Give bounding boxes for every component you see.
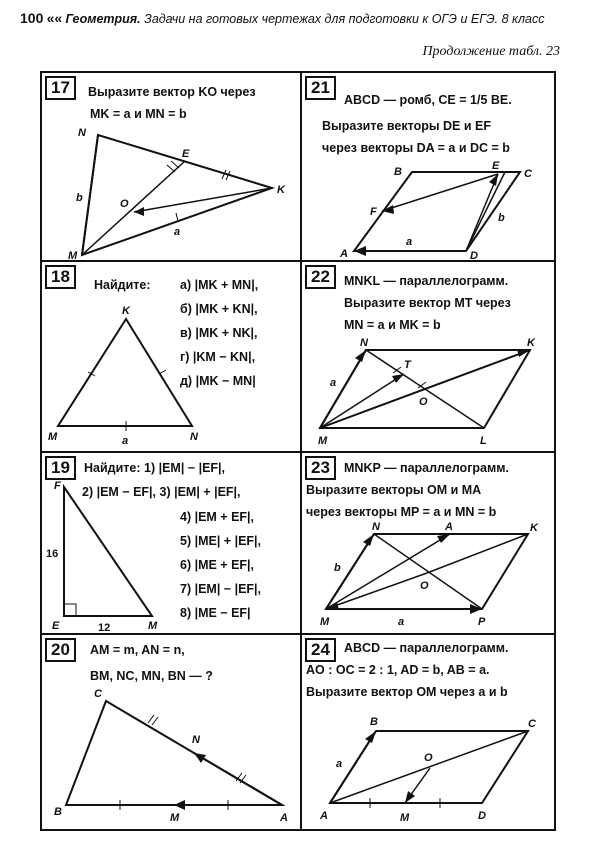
task-item: в) |MK + NK|, — [180, 326, 258, 340]
page-header — [20, 10, 580, 27]
task-17 — [42, 73, 300, 260]
vector-label: a — [398, 616, 405, 628]
triangle-figure — [42, 262, 300, 451]
point-label: N — [372, 521, 380, 533]
task-text: Выразите вектор OM через a и b — [306, 685, 508, 699]
point-label: T — [404, 359, 411, 371]
vector-label: b — [76, 192, 83, 204]
point-label: A — [445, 521, 453, 533]
triangle-figure — [42, 73, 300, 260]
point-label: M — [400, 812, 410, 824]
point-label: M — [68, 250, 78, 262]
task-item: 4) |EM + EF|, — [180, 510, 255, 524]
point-label: N — [190, 431, 198, 443]
side-length: 12 — [98, 622, 111, 634]
task-item: б) |MK + KN|, — [180, 302, 258, 316]
task-text: AM = m, AN = n, — [90, 643, 185, 657]
task-text: Выразите вектор KO через — [88, 85, 256, 99]
task-item: 5) |ME| + |EF|, — [180, 534, 262, 548]
task-23 — [302, 453, 558, 633]
task-text: Выразите векторы OM и MA — [306, 483, 482, 497]
task-text: ABCD — параллелограмм. — [344, 641, 509, 655]
task-text: через векторы MP = a и MN = b — [306, 505, 497, 519]
task-text: Найдите: — [94, 278, 151, 292]
point-label: M — [170, 812, 180, 824]
rhombus-figure — [302, 73, 558, 260]
task-21 — [302, 73, 558, 260]
task-item: д) |MK − MN| — [180, 374, 256, 388]
point-label: E — [492, 160, 500, 172]
vector-label: a — [174, 226, 181, 238]
triangle-figure — [42, 635, 300, 831]
task-text: MNKL — параллелограмм. — [344, 274, 509, 288]
side-label: a — [122, 435, 129, 447]
task-20 — [42, 635, 300, 831]
point-label: B — [54, 806, 62, 818]
point-label: P — [478, 616, 486, 628]
task-number: 20 — [45, 638, 76, 662]
point-label: D — [478, 810, 486, 822]
task-item: 8) |ME − EF| — [180, 606, 251, 620]
point-label: B — [394, 166, 402, 178]
vector-label: a — [330, 377, 337, 389]
task-text: ABCD — ромб, CE = 1/5 BE. — [344, 93, 512, 107]
continuation-label: Продолжение табл. 23 — [422, 44, 560, 59]
point-label: M — [318, 435, 328, 447]
task-22 — [302, 262, 558, 451]
point-label: A — [320, 810, 328, 822]
task-text: через векторы DA = a и DC = b — [322, 141, 510, 155]
task-number: 24 — [305, 638, 336, 662]
point-label: A — [280, 812, 288, 824]
task-24 — [302, 635, 558, 831]
point-label: B — [370, 716, 378, 728]
point-label: L — [480, 435, 487, 447]
parallelogram-figure — [302, 262, 558, 451]
task-item: 6) |ME + EF|, — [180, 558, 255, 572]
task-number: 22 — [305, 265, 336, 289]
point-label: O — [420, 580, 429, 592]
task-item: 7) |EM| − |EF|, — [180, 582, 262, 596]
side-length: 16 — [46, 548, 59, 560]
point-label: K — [527, 337, 535, 349]
task-text: Найдите: 1) |EM| − |EF|, — [84, 461, 226, 475]
header-marker: «« — [46, 10, 63, 26]
point-label: F — [54, 480, 61, 492]
task-item: а) |MK + MN|, — [180, 278, 259, 292]
vector-label: b — [498, 212, 505, 224]
point-label: O — [120, 198, 129, 210]
vector-label: a — [406, 236, 413, 248]
point-label: A — [340, 248, 348, 260]
point-label: K — [277, 184, 285, 196]
task-number: 19 — [45, 456, 76, 480]
point-label: K — [530, 522, 538, 534]
task-table — [40, 71, 556, 831]
parallelogram-figure — [302, 453, 558, 633]
task-number: 21 — [305, 76, 336, 100]
point-label: N — [192, 734, 200, 746]
task-text: MNKP — параллелограмм. — [344, 461, 509, 475]
point-label: N — [78, 127, 86, 139]
task-number: 18 — [45, 265, 76, 289]
point-label: C — [524, 168, 532, 180]
point-label: O — [419, 396, 428, 408]
vector-label: b — [334, 562, 341, 574]
task-text: AO : OC = 2 : 1, AD = b, AB = a. — [306, 663, 490, 677]
task-text: Выразите вектор MT через — [344, 296, 511, 310]
task-number: 23 — [305, 456, 336, 480]
task-number: 17 — [45, 76, 76, 100]
book-title: Геометрия. Задачи на готовых чертежах для подготовки к ОГЭ и ЕГЭ. 8 класс — [65, 12, 545, 26]
point-label: N — [360, 337, 368, 349]
point-label: O — [424, 752, 433, 764]
point-label: E — [182, 148, 190, 160]
point-label: C — [94, 688, 102, 700]
point-label: C — [528, 718, 536, 730]
page-number: 100 — [20, 10, 44, 26]
task-item: 2) |EM − EF|, 3) |EM| + |EF|, — [82, 485, 241, 499]
task-item: г) |KM − KN|, — [180, 350, 256, 364]
task-text: BM, NC, MN, BN — ? — [90, 669, 213, 683]
point-label: M — [48, 431, 58, 443]
task-text: MN = a и MK = b — [344, 318, 441, 332]
parallelogram-figure — [302, 635, 558, 831]
point-label: D — [470, 250, 478, 262]
task-text: Выразите векторы DE и EF — [322, 119, 491, 133]
point-label: M — [148, 620, 158, 632]
task-text: MK = a и MN = b — [90, 107, 187, 121]
point-label: F — [370, 206, 377, 218]
point-label: K — [122, 305, 130, 317]
right-triangle-figure — [42, 453, 300, 633]
task-18 — [42, 262, 300, 451]
point-label: M — [320, 616, 330, 628]
task-19 — [42, 453, 300, 633]
point-label: E — [52, 620, 60, 632]
vector-label: a — [336, 758, 343, 770]
